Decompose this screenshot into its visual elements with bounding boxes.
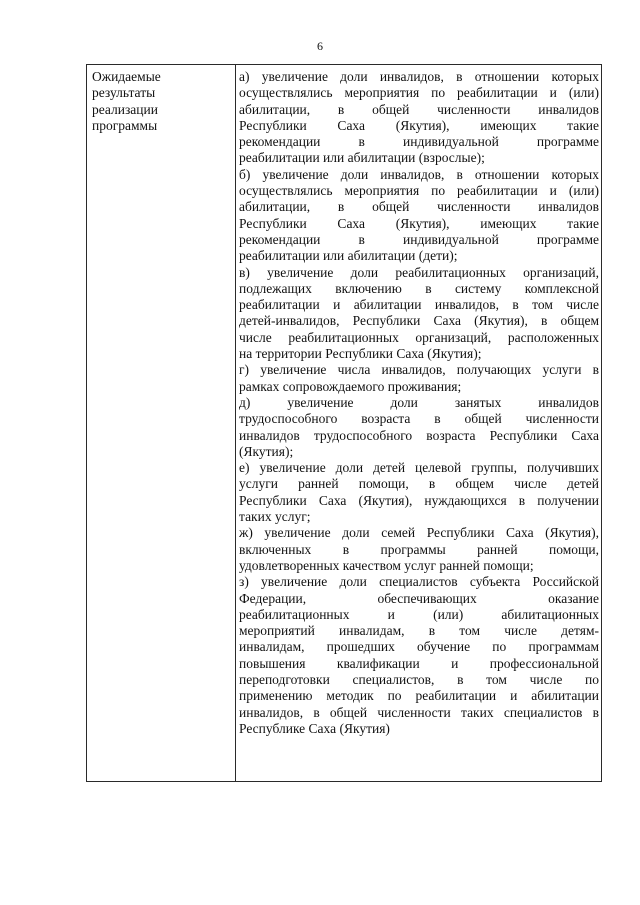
- result-item-line: реабилитации или абилитации (дети);: [239, 248, 458, 264]
- result-item-line: удовлетворенных качеством услуг ранней помощи;: [239, 557, 534, 573]
- result-item: [239, 69, 599, 167]
- result-item-line: реабилитационных и (или) абилитационных: [239, 606, 599, 622]
- result-item-line: рекомендации в индивидуальной программе: [239, 134, 599, 150]
- result-item-line: Федерации, обеспечивающих оказание: [239, 590, 599, 606]
- result-item-line: осуществлялись мероприятия по реабилитации и (или): [239, 183, 599, 199]
- result-item-line: Республики Саха (Якутия), имеющих такие: [239, 215, 599, 231]
- result-item-line: г) увеличение числа инвалидов, получающих услуги в: [239, 362, 599, 378]
- result-item-line: рамках сопровождаемого проживания;: [239, 378, 462, 394]
- result-item-line: рекомендации в индивидуальной программе: [239, 231, 599, 247]
- program-results-table: [86, 64, 602, 782]
- result-item-line: Республике Саха (Якутия): [239, 720, 390, 736]
- result-item: [239, 460, 599, 525]
- result-item-line: д) увеличение доли занятых инвалидов: [239, 394, 599, 410]
- label-line: реализации: [92, 101, 158, 117]
- result-item-line: мероприятий инвалидам, в том числе детям-: [239, 623, 599, 639]
- result-item-line: применению методик по реабилитации и абилитации: [239, 688, 599, 704]
- result-item-line: подлежащих включению в систему комплексной: [239, 280, 599, 296]
- result-item: [239, 525, 599, 574]
- result-item-line: включенных в программы ранней помощи,: [239, 541, 599, 557]
- result-item-line: инвалидов, в общей численности таких специалистов в: [239, 704, 599, 720]
- result-item-line: таких услуг;: [239, 509, 311, 525]
- result-item-line: абилитации, в общей численности инвалидов: [239, 101, 599, 117]
- result-item-line: на территории Республики Саха (Якутия);: [239, 346, 482, 362]
- result-item-line: переподготовки специалистов, в том числе по: [239, 671, 599, 687]
- result-item-line: а) увеличение доли инвалидов, в отношении которых: [239, 69, 599, 84]
- column-divider: [235, 65, 236, 781]
- result-item-line: осуществлялись мероприятия по реабилитации и (или): [239, 85, 599, 101]
- result-item-line: реабилитации или абилитации (взрослые);: [239, 150, 485, 166]
- label-line: результаты: [92, 85, 156, 101]
- result-item: [239, 574, 599, 737]
- result-item: [239, 265, 599, 363]
- label-line: программы: [92, 117, 158, 133]
- result-item-line: е) увеличение доли детей целевой группы, получивших: [239, 460, 599, 476]
- page-number: 6: [317, 39, 323, 53]
- result-item-line: инвалидам, прошедших обучение по программам: [239, 639, 599, 655]
- result-item: [239, 362, 599, 395]
- result-item-line: Республики Саха (Якутия), нуждающихся в получении: [239, 492, 599, 508]
- result-item-line: Республики Саха (Якутия), имеющих такие: [239, 117, 599, 133]
- result-item: [239, 167, 599, 265]
- label-cell: [92, 69, 230, 134]
- result-item-line: з) увеличение доли специалистов субъекта Российской: [239, 574, 599, 590]
- result-item-line: повышения квалификации и профессиональной: [239, 655, 599, 671]
- result-item-line: числе реабилитационных организаций, расположенных: [239, 329, 599, 345]
- label-line: Ожидаемые: [92, 69, 161, 84]
- result-item: [239, 395, 599, 460]
- result-item-line: услуги ранней помощи, в общем числе детей: [239, 476, 599, 492]
- result-item-line: реабилитации и абилитации инвалидов, в том числе: [239, 297, 599, 313]
- results-content-cell: [239, 69, 599, 737]
- result-item-line: б) увеличение доли инвалидов, в отношении которых: [239, 166, 599, 182]
- result-item-line: инвалидов трудоспособного возраста Республики Саха: [239, 427, 599, 443]
- result-item-line: в) увеличение доли реабилитационных организаций,: [239, 264, 599, 280]
- result-item-line: ж) увеличение доли семей Республики Саха (Якутия),: [239, 525, 599, 541]
- result-item-line: абилитации, в общей численности инвалидов: [239, 199, 599, 215]
- result-item-line: трудоспособного возраста в общей численности: [239, 411, 599, 427]
- result-item-line: детей-инвалидов, Республики Саха (Якутия), в общем: [239, 313, 599, 329]
- result-item-line: (Якутия);: [239, 443, 294, 459]
